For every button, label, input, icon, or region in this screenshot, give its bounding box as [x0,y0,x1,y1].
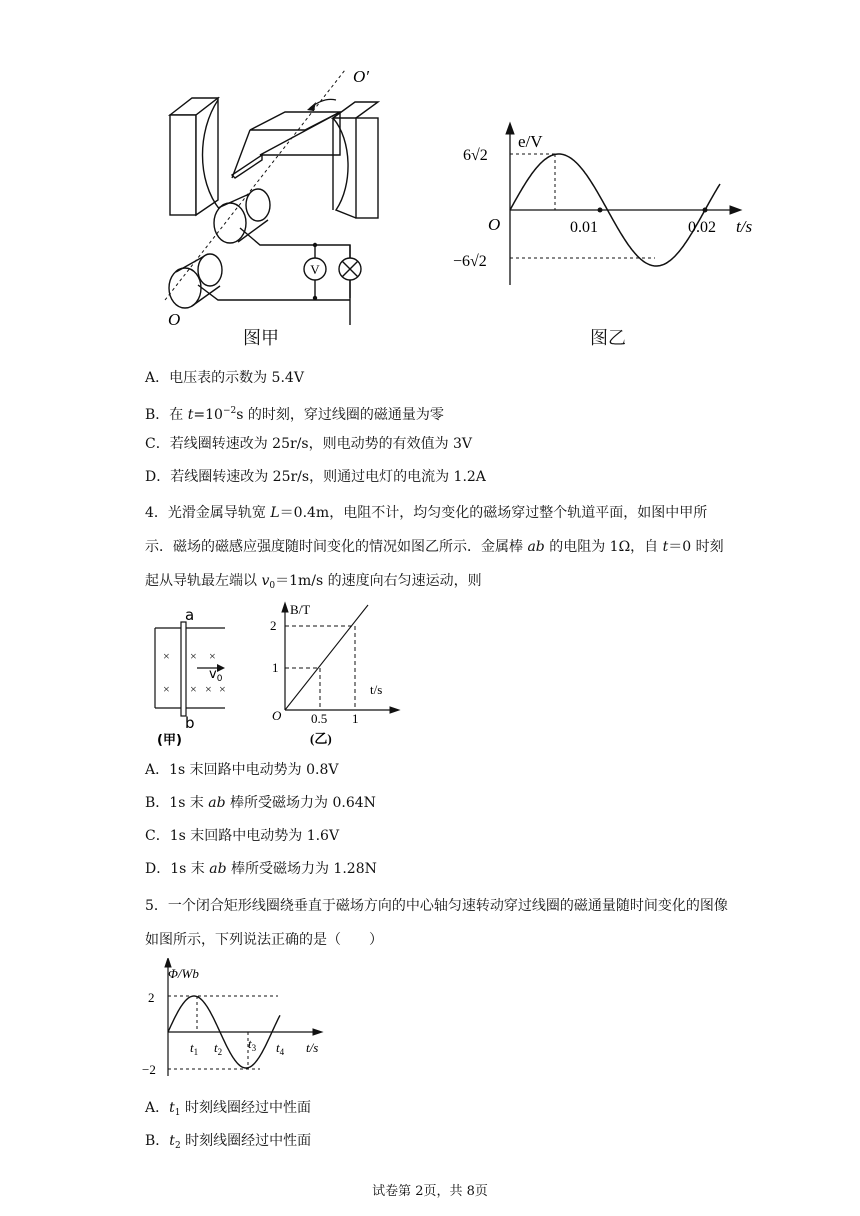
svg-text:×: × [163,649,170,663]
page-footer: 试卷第 2页，共 8页 [372,1184,488,1199]
caption-q4-jia: (甲) [157,733,182,748]
q5-stem: 5．一个闭合矩形线圈绕垂直于磁场方向的中心轴匀速转动穿过线圈的磁通量随时间变化的图像如图所示，下列说法正确的是（ ） [145,898,728,948]
axis-label-o-prime: O′ [353,67,369,86]
origin-label: O [488,215,501,234]
b-tick-x1: 1 [352,711,359,726]
q3-option-a: A．电压表的示数为 5.4V [145,370,304,386]
svg-text:×: × [190,682,197,696]
label-v0: $v_0$ [209,667,223,684]
q4-option-c: C．1s 末回路中电动势为 1.6V [145,828,340,844]
label-a: a [185,608,195,624]
y-max-label: 6√2 [463,147,488,164]
axis-label-o: O [168,310,181,329]
svg-text:×: × [219,682,226,696]
flux-x-label: t/s [306,1040,319,1055]
caption-q4-yi: (乙) [310,731,332,746]
rail-diagram [145,608,245,748]
t-axis-label: t/s [370,682,383,697]
b-tick-2: 2 [270,618,277,633]
tick-001: 0.01 [570,219,598,236]
flux-time-graph [140,958,340,1083]
q5-option-b: B．$t_2$ 时刻线圈经过中性面 [145,1133,312,1151]
generator-diagram [150,60,380,330]
tick-t4: $t_4$ [276,1040,285,1057]
y-axis-label: e/V [518,132,543,151]
q3-option-b: B．在 $t=10^{-2}s$ 的时刻，穿过线圈的磁通量为零 [145,406,444,423]
b-t-line [285,605,368,710]
b-tick-1: 1 [272,660,279,675]
q4-option-b: B．1s 末 ab 棒所受磁场力为 0.64N [145,795,376,811]
flux-axis-label: Φ/Wb [168,966,199,981]
y-min-label: −6√2 [453,253,487,270]
q4-option-a: A．1s 末回路中电动势为 0.8V [145,762,339,778]
svg-text:×: × [190,649,197,663]
tick-t1: $t_1$ [190,1040,199,1057]
q3-option-c: C．若线圈转速改为 25r/s，则电动势的有效值为 3V [145,436,473,452]
emf-time-graph [450,120,770,290]
b-t-graph [270,600,410,750]
b-origin: O [272,708,282,723]
tick-t2: $t_2$ [214,1040,223,1057]
b-axis-label: B/T [290,602,311,617]
caption-yi: 图乙 [590,328,626,349]
caption-jia: 图甲 [243,328,279,349]
q3-option-d: D．若线圈转速改为 25r/s，则通过电灯的电流为 1.2A [145,469,486,485]
svg-text:×: × [163,682,170,696]
svg-text:×: × [209,649,216,663]
q4-option-d: D．1s 末 ab 棒所受磁场力为 1.28N [145,861,377,877]
flux-tick-neg2: −2 [142,1062,156,1077]
svg-text:×: × [205,682,212,696]
q4-stem: 4．光滑金属导轨宽 L＝0.4m，电阻不计，均匀变化的磁场穿过整个轨道平面，如图中甲所示．磁场的磁感应强度随时间变化的情况如图乙所示．金属棒 ab 的电阻为 1Ω，自 t＝0 时刻起从导轨最左端以 $v_0=1m/s$ 的速度向右匀速运动，则 [145,505,724,591]
flux-tick-2: 2 [148,990,155,1005]
b-tick-05: 0.5 [311,711,328,726]
tick-t3: $t_3$ [248,1036,257,1053]
voltmeter-label: V [310,262,320,277]
tick-002: 0.02 [688,219,716,236]
q5-option-a: A．$t_1$ 时刻线圈经过中性面 [145,1100,311,1118]
x-axis-label: t/s [736,217,753,236]
label-b: b [185,714,195,732]
